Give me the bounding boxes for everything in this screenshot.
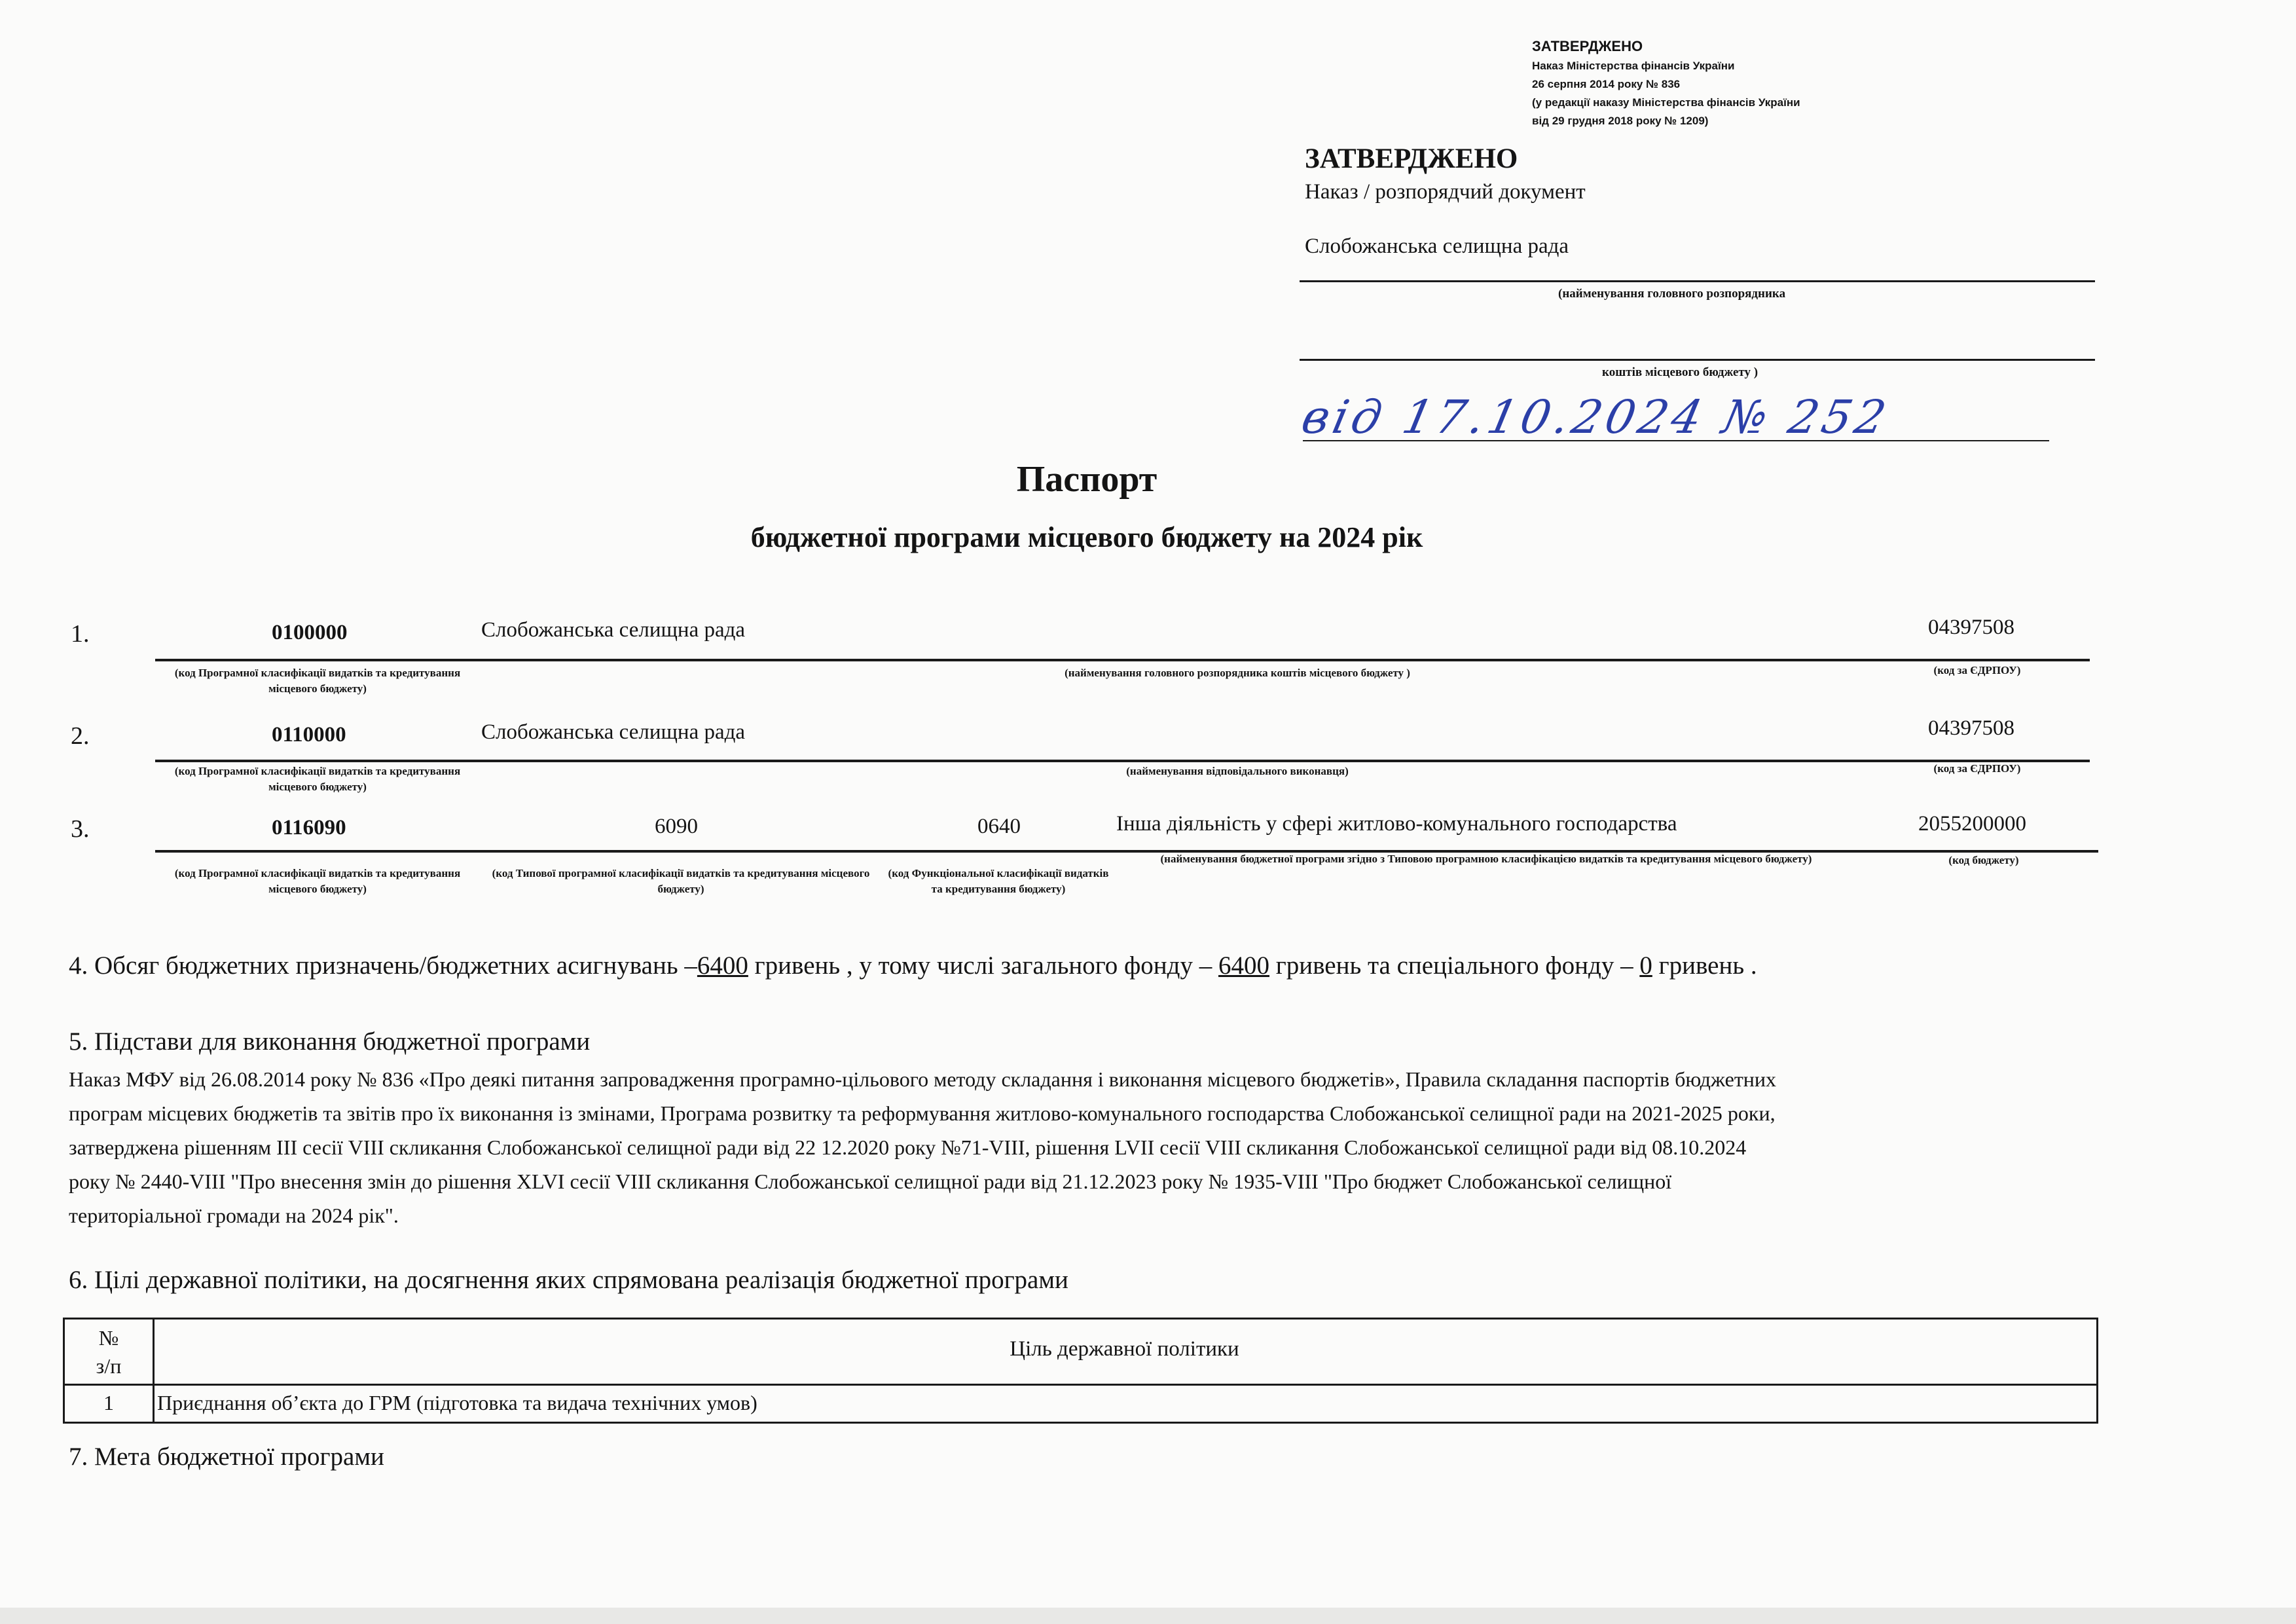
row3-typical-code: 6090 xyxy=(655,815,698,838)
section4-text-4: гривень . xyxy=(1652,951,1757,980)
approval-small-line1: Наказ Міністерства фінансів України xyxy=(1532,60,1735,72)
row2-edrpou: 04397508 xyxy=(1928,716,2014,740)
handwritten-line xyxy=(1303,440,2049,441)
row1-caption-edrpou: (код за ЄДРПОУ) xyxy=(1933,664,2021,676)
approval-small-line2: 26 серпня 2014 року № 836 xyxy=(1532,78,1681,90)
row1-caption-code: (код Програмної класифікації видатків та кредитування місцевого бюджету) xyxy=(174,667,461,695)
section4-text-1: 4. Обсяг бюджетних призначень/бюджетних асигнувань – xyxy=(69,951,697,980)
approval-line-1 xyxy=(1300,280,2095,282)
approval-small-line3: (у редакції наказу Міністерства фінансів України xyxy=(1532,96,1800,109)
section4-text-3: гривень та спеціального фонду – xyxy=(1269,951,1640,980)
row2-line xyxy=(155,760,2090,762)
approval-org: Слобожанська селищна рада xyxy=(1305,234,1569,258)
section5-line-5: територіальної громади на 2024 рік". xyxy=(69,1204,399,1227)
row1-edrpou: 04397508 xyxy=(1928,616,2014,639)
row1-line xyxy=(155,659,2090,661)
section4-special-fund: 0 xyxy=(1639,951,1652,980)
goals-row1-num: 1 xyxy=(103,1391,114,1414)
approval-title: ЗАТВЕРДЖЕНО xyxy=(1305,143,1518,174)
goals-col-goal: Ціль державної політики xyxy=(1010,1337,1239,1361)
section5-body xyxy=(69,1062,2098,1232)
goals-table-header-divider xyxy=(63,1384,2096,1386)
approval-small-title: ЗАТВЕРДЖЕНО xyxy=(1532,38,1643,54)
section5-heading: 5. Підстави для виконання бюджетної програми xyxy=(69,1027,591,1056)
row3-code: 0116090 xyxy=(272,816,346,840)
section4-general-fund: 6400 xyxy=(1218,951,1269,980)
section5-line-3: затверджена рішенням ІІІ сесії VIII скликання Слобожанської селищної ради від 22 12.2020 року №71-VIII, рішення LVII сесії VIII скликання Слобожанської селищної ради від 08.10.2024 xyxy=(69,1135,1747,1159)
row1-number: 1. xyxy=(71,620,90,648)
section5-line-4: року № 2440-VIII "Про внесення змін до рішення XLVI сесії VIII скликання Слобожанської селищної ради від 21.12.2023 року № 1935-VIII "Про бюджет Слобожанської селищної xyxy=(69,1170,1672,1193)
row3-caption-typical: (код Типової програмної класифікації видатків та кредитування місцевого бюджету) xyxy=(492,867,870,895)
approval-doc: Наказ / розпорядчий документ xyxy=(1305,180,1586,204)
row3-budget-code: 2055200000 xyxy=(1918,812,2026,836)
row1-name: Слобожанська селищна рада xyxy=(481,618,746,642)
row3-functional-code: 0640 xyxy=(977,815,1021,838)
row3-caption-code: (код Програмної класифікації видатків та кредитування місцевого бюджету) xyxy=(174,867,461,895)
row2-name: Слобожанська селищна рада xyxy=(481,720,746,744)
goals-col-num-1: № xyxy=(98,1326,119,1350)
row3-program-name: Інша діяльність у сфері житлово-комунального господарства xyxy=(1116,812,1677,836)
page-title: Паспорт xyxy=(1016,459,1157,500)
row2-caption-code: (код Програмної класифікації видатків та кредитування місцевого бюджету) xyxy=(174,765,461,793)
goals-row1-goal: Приєднання об’єкта до ГРМ (підготовка та видача технічних умов) xyxy=(157,1391,757,1414)
section4-text-2: гривень , у тому числі загального фонду – xyxy=(748,951,1218,980)
handwritten-date-number: від 17.10.2024 № 252 xyxy=(1297,390,1895,444)
section7-heading: 7. Мета бюджетної програми xyxy=(69,1443,384,1471)
approval-caption-1: (найменування головного розпорядника xyxy=(1558,287,1786,301)
row3-number: 3. xyxy=(71,815,90,843)
page-subtitle: бюджетної програми місцевого бюджету на 2024 рік xyxy=(750,521,1423,553)
approval-small-line4: від 29 грудня 2018 року № 1209) xyxy=(1532,115,1709,127)
section5-line-1: Наказ МФУ від 26.08.2014 року № 836 «Про деякі питання запровадження програмно-цільового методу складання і виконання місцевого бюджетів», Правила складання паспортів бюджетних xyxy=(69,1067,1777,1091)
row2-number: 2. xyxy=(71,722,90,750)
scan-bottom-edge xyxy=(0,1608,2296,1624)
approval-caption-2: коштів місцевого бюджету ) xyxy=(1602,365,1758,379)
section5-line-2: програм місцевих бюджетів та звітів про їх виконання із змінами, Програма розвитку та реформування житлово-комунального господарства Слобожанської селищної ради на 2021-2025 роки, xyxy=(69,1101,1776,1125)
row2-caption-name: (найменування відповідального виконавця) xyxy=(1126,765,1349,777)
row3-caption-budget: (код бюджету) xyxy=(1948,854,2019,866)
row1-caption-name: (найменування головного розпорядника коштів місцевого бюджету ) xyxy=(1065,667,1410,679)
row3-caption-program-name: (найменування бюджетної програми згідно з Типовою програмною класифікацією видатків та кредитування місцевого бюджету) xyxy=(1160,853,1812,865)
row2-caption-edrpou: (код за ЄДРПОУ) xyxy=(1933,762,2021,775)
section6-heading: 6. Цілі державної політики, на досягнення яких спрямована реалізація бюджетної програми xyxy=(69,1266,1068,1294)
row1-code: 0100000 xyxy=(272,621,348,644)
section4-total: 6400 xyxy=(697,951,748,980)
goals-col-num-2: з/п xyxy=(96,1354,122,1378)
section4-budget-volume xyxy=(69,951,1757,980)
row2-code: 0110000 xyxy=(272,723,346,747)
row3-caption-functional: (код Функціональної класифікації видатків та кредитування бюджету) xyxy=(888,867,1109,895)
goals-table-col-divider xyxy=(153,1318,155,1422)
approval-line-2 xyxy=(1300,359,2095,361)
